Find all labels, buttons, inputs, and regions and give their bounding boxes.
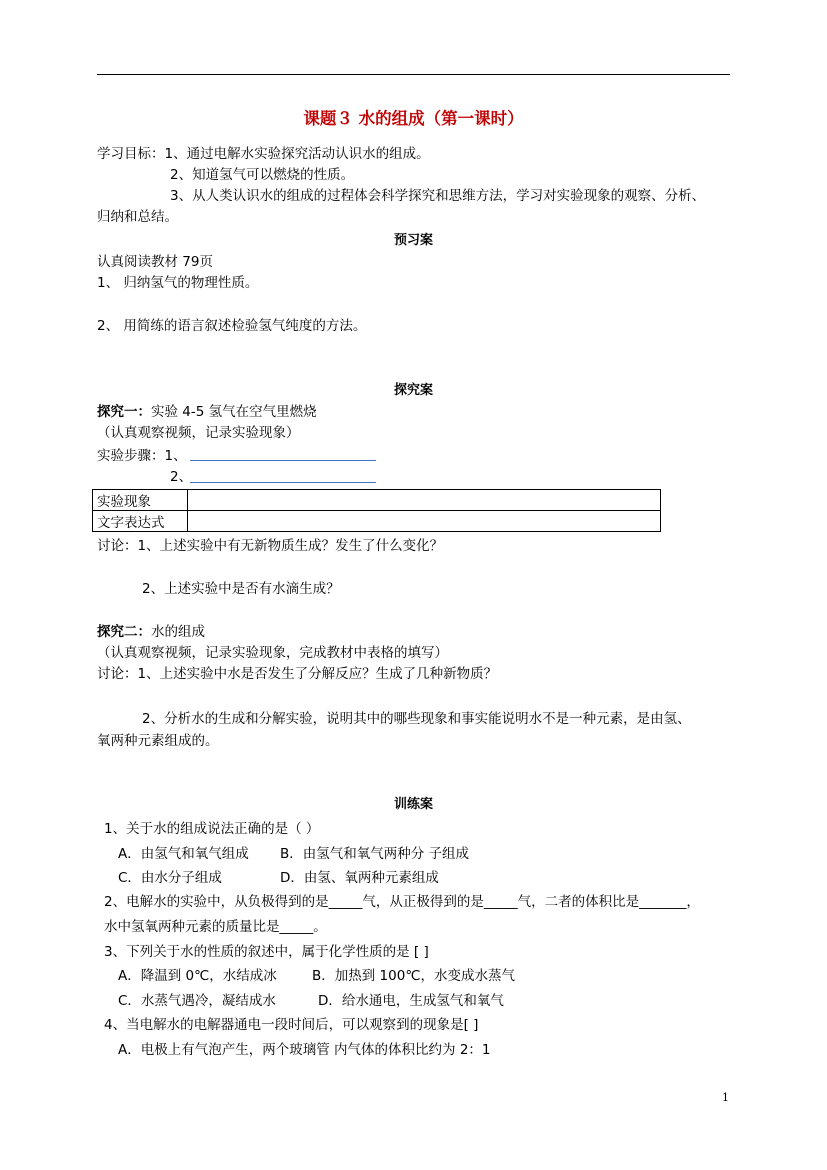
page-number: 1 bbox=[722, 1091, 729, 1104]
preview-reading: 认真阅读教材 79页 bbox=[97, 254, 213, 270]
practice-q4: 4、当电解水的电解器通电一段时间后，可以观察到的现象是[ ] bbox=[104, 1017, 479, 1033]
preview-question-1: 1、 归纳氢气的物理性质。 bbox=[97, 275, 259, 291]
practice-q3-option-d: D．给水通电，生成氢气和氧气 bbox=[318, 993, 504, 1009]
practice-q1-option-c: C．由水分子组成 bbox=[118, 870, 222, 886]
explore-1-name: 实验 4-5 氢气在空气里燃烧 bbox=[151, 404, 317, 420]
explore-2-note: （认真观察视频，记录实验现象，完成教材中表格的填写） bbox=[97, 645, 448, 661]
explore-1-title bbox=[97, 403, 317, 421]
step-2-label: 2、 bbox=[170, 469, 193, 485]
step-1-blank[interactable] bbox=[190, 460, 376, 461]
explore-2-label: 探究二： bbox=[97, 624, 151, 640]
practice-q4-option-a: A．电极上有气泡产生，两个玻璃管 内气体的体积比约为 2：1 bbox=[118, 1042, 491, 1058]
table-row bbox=[93, 511, 661, 532]
practice-q2-line2: 水中氢氧两种元素的质量比是_____。 bbox=[104, 919, 327, 935]
practice-q1: 1、关于水的组成说法正确的是（ ） bbox=[104, 821, 320, 837]
objective-3-line1: 3、从人类认识水的组成的过程体会科学探究和思维方法，学习对实验现象的观察、分析、 bbox=[170, 188, 706, 204]
objective-1: 1、通过电解水实验探究活动认识水的组成。 bbox=[164, 146, 430, 162]
objective-3-line2: 归纳和总结。 bbox=[97, 209, 178, 225]
observation-table bbox=[92, 489, 661, 532]
preview-heading: 预习案 bbox=[393, 233, 433, 248]
explore-1-label: 探究一： bbox=[97, 404, 151, 420]
step-2-blank[interactable] bbox=[190, 482, 376, 483]
table-cell-phenomenon[interactable] bbox=[188, 490, 661, 511]
practice-q1-option-a: A．由氢气和氧气组成 bbox=[118, 846, 249, 862]
explore-heading: 探究案 bbox=[393, 383, 433, 398]
table-cell-expression[interactable] bbox=[188, 511, 661, 532]
objectives-label: 学习目标： bbox=[97, 146, 165, 162]
page-title: 课题３ 水的组成（第一课时） bbox=[303, 109, 524, 128]
practice-q2-line1: 2、电解水的实验中，从负极得到的是_____气，从正极得到的是_____气，二者的体积比是_______， bbox=[104, 894, 700, 910]
practice-heading: 训练案 bbox=[393, 797, 433, 812]
objective-2: 2、知道氢气可以燃烧的性质。 bbox=[170, 167, 355, 183]
practice-q3: 3、下列关于水的性质的叙述中，属于化学性质的是 [ ] bbox=[104, 944, 429, 960]
practice-q1-option-d: D．由氢、氧两种元素组成 bbox=[280, 870, 439, 886]
explore-1-discuss-1: 讨论：1、上述实验中有无新物质生成？发生了什么变化？ bbox=[97, 538, 444, 554]
objectives-line1 bbox=[97, 145, 430, 163]
explore-1-discuss-2: 2、上述实验中是否有水滴生成？ bbox=[142, 581, 340, 597]
steps-label: 实验步骤：1、 bbox=[97, 448, 187, 464]
table-row bbox=[93, 490, 661, 511]
explore-2-name: 水的组成 bbox=[151, 624, 205, 640]
header-rule bbox=[97, 74, 730, 75]
practice-q3-option-b: B．加热到 100℃，水变成水蒸气 bbox=[312, 968, 515, 984]
practice-q1-option-b: B．由氢气和氧气两种分 子组成 bbox=[280, 846, 470, 862]
table-label-expression: 文字表达式 bbox=[93, 511, 188, 532]
practice-q3-option-c: C．水蒸气遇冷，凝结成水 bbox=[118, 993, 276, 1009]
explore-2-discuss-2-line2: 氧两种元素组成的。 bbox=[97, 733, 219, 749]
explore-2-title bbox=[97, 623, 205, 641]
table-label-phenomenon: 实验现象 bbox=[93, 490, 188, 511]
explore-2-discuss-1: 讨论：1、上述实验中水是否发生了分解反应？生成了几种新物质？ bbox=[97, 666, 498, 682]
explore-1-note: （认真观察视频，记录实验现象） bbox=[97, 425, 300, 441]
explore-2-discuss-2-line1: 2、分析水的生成和分解实验，说明其中的哪些现象和事实能说明水不是一种元素，是由氢、 bbox=[142, 711, 691, 727]
preview-question-2: 2、 用简练的语言叙述检验氢气纯度的方法。 bbox=[97, 318, 367, 334]
practice-q3-option-a: A．降温到 0℃，水结成冰 bbox=[118, 968, 277, 984]
